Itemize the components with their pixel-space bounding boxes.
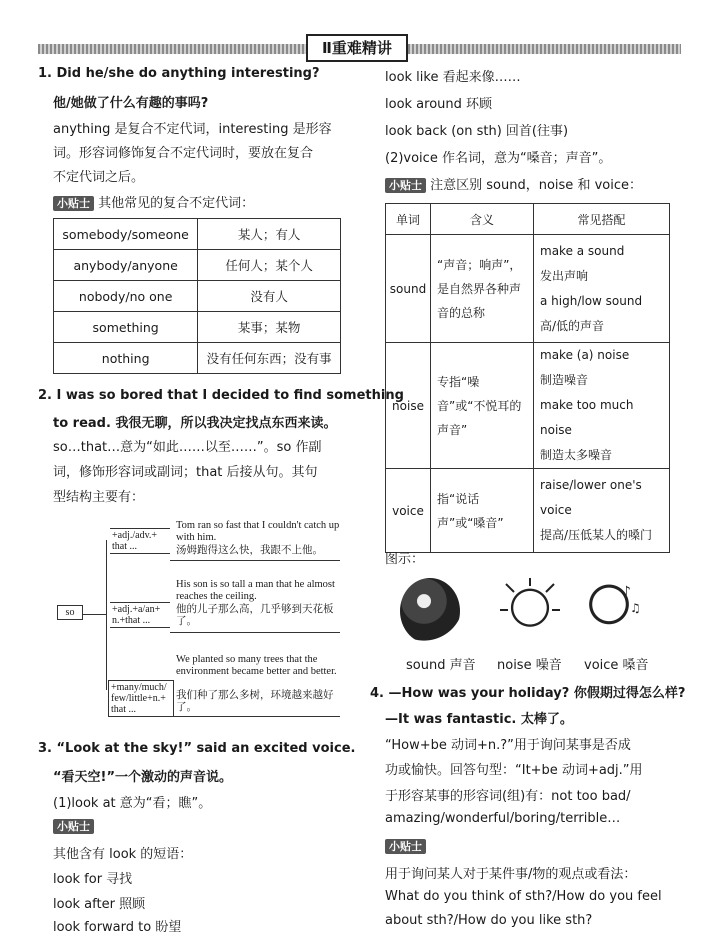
table-row: [54, 250, 341, 281]
diagram-branch-2-box: +adj.+a/an+ n.+that ...: [110, 602, 170, 628]
pic-caption-noise: noise 噪音: [497, 658, 562, 673]
q1-english: 1. Did he/she do anything interesting?: [38, 66, 320, 81]
diagram-branch-2-en: His son is so tall a man that he almost reaches the ceiling.: [176, 579, 335, 602]
q2-english-2: to read. 我很无聊，所以我决定找点东西来读。: [53, 416, 337, 431]
tip-badge: 小贴士: [385, 178, 426, 193]
q1-para-2: 词。形容词修饰复合不定代词时，要放在复合: [53, 146, 314, 161]
q3-para-3: look for 寻找: [53, 872, 133, 887]
table-row: [54, 219, 341, 250]
q4-para-2: 功或愉快。回答句型：“It+be 动词+adj.”用: [385, 763, 643, 778]
q4-para-3: 于形容某事的形容词(组)有：not too bad/: [385, 789, 631, 804]
voice-note: (2)voice 作名词，意为“嗓音；声音”。: [385, 151, 612, 166]
table-cell: nobody/no one: [54, 281, 198, 312]
usage-line: 提高/压低某人的嗓门: [540, 528, 653, 542]
sound-noise-voice-table: [385, 203, 670, 553]
usage-line: 高/低的声音: [540, 318, 605, 333]
phrase-2: look around 环顾: [385, 97, 493, 112]
diagram-branch-1-cn: 汤姆跑得这么快，我跟不上他。: [176, 545, 323, 556]
illustration-label: 图示：: [385, 552, 425, 567]
usage-line: make a sound: [540, 243, 625, 258]
table-header: 常见搭配: [534, 204, 670, 235]
section-title: Ⅱ重难精讲: [306, 34, 408, 62]
q3-chinese: “看天空!”一个激动的声音说。: [53, 770, 233, 785]
q3-para-2: 其他含有 look 的短语：: [53, 847, 193, 862]
phrase-1: look like 看起来像……: [385, 70, 521, 85]
noise-illustration: [500, 578, 560, 644]
noise-lines-icon: [500, 578, 560, 644]
q4-para-7: about sth?/How do you like sth?: [385, 913, 593, 928]
table-row: [54, 343, 341, 374]
q3-para-5: look forward to 盼望: [53, 920, 182, 935]
table-cell: [534, 235, 670, 343]
diagram-branch-1-box: +adj./adv.+ that ...: [110, 528, 170, 554]
diagram-root: so: [57, 605, 83, 620]
table-cell: noise: [386, 343, 431, 469]
q3-english: 3. “Look at the sky!” said an excited voice.: [38, 741, 356, 756]
usage-line: raise/lower one's voice: [540, 478, 642, 517]
diagram-branch-1-en: Tom ran so fast that I couldn't catch up with him.: [176, 520, 340, 543]
q4-english-1: 4. —How was your holiday? 你假期过得怎么样?: [370, 686, 686, 701]
usage-line: a high/low sound: [540, 293, 643, 308]
tip-badge: 小贴士: [53, 819, 94, 834]
q4-para-4: amazing/wonderful/boring/terrible…: [385, 811, 621, 826]
pronoun-table: [53, 218, 341, 374]
table-cell: 专指“噪音”或“不悦耳的声音”: [431, 343, 534, 469]
diagram-branch-3-box: +many/much/ few/little+n.+ that ...: [108, 680, 174, 717]
diagram-connector: [106, 540, 107, 690]
table-cell: 没有任何东西；没有事: [198, 343, 341, 374]
q4-para-5: 用于询问某人对于某件事/物的观点或看法：: [385, 867, 637, 882]
pic-caption-sound: sound 声音: [406, 658, 476, 673]
table-header-row: [386, 204, 670, 235]
q2-para-3: 型结构主要有：: [53, 490, 145, 505]
diagram-branch-3-en: We planted so many trees that the environment became better and better.: [176, 654, 337, 677]
table-cell: voice: [386, 469, 431, 553]
diagram-branch-2-cn: 他的儿子那么高，几乎够到天花板了。: [176, 604, 334, 627]
table-cell: sound: [386, 235, 431, 343]
usage-line: make too much noise: [540, 398, 634, 437]
right-tip-text: 注意区别 sound，noise 和 voice：: [430, 178, 642, 193]
table-cell: 某事；某物: [198, 312, 341, 343]
q3-para-4: look after 照顾: [53, 897, 146, 912]
q3-para-1: (1)look at 意为“看；瞧”。: [53, 796, 212, 811]
table-header: 单词: [386, 204, 431, 235]
diagram-underline: [170, 632, 340, 633]
tip-badge: 小贴士: [53, 196, 94, 211]
table-cell: somebody/someone: [54, 219, 198, 250]
usage-line: make (a) noise: [540, 348, 630, 362]
diagram-underline: [170, 560, 340, 561]
svg-text:♫: ♫: [630, 601, 641, 615]
table-row: [54, 312, 341, 343]
diagram-connector: [82, 614, 106, 615]
q2-english-1: 2. I was so bored that I decided to find something: [38, 388, 404, 403]
q3-tip: [53, 818, 94, 834]
q4-english-2: —It was fantastic. 太棒了。: [385, 712, 573, 727]
table-row: [386, 469, 670, 553]
phrase-3: look back (on sth) 回首(往事): [385, 124, 569, 139]
diagram-branch-3-cn: 我们种了那么多树，环境越来越好了。: [176, 690, 334, 713]
pic-caption-voice: voice 嗓音: [584, 658, 649, 673]
sound-illustration: [400, 578, 460, 644]
table-cell: “声音；响声”，是自然界各种声音的总称: [431, 235, 534, 343]
music-notes-icon: [582, 578, 642, 644]
usage-line: 发出声响: [540, 268, 589, 283]
table-cell: 某人；有人: [198, 219, 341, 250]
q4-para-6: What do you think of sth?/How do you feel: [385, 889, 662, 904]
q1-tip: [53, 192, 254, 211]
usage-line: 制造噪音: [540, 373, 589, 387]
table-cell: something: [54, 312, 198, 343]
table-cell: 指“说话声”或“嗓音”: [431, 469, 534, 553]
q1-para-1: anything 是复合不定代词，interesting 是形容: [53, 122, 332, 137]
svg-text:♪: ♪: [622, 584, 631, 600]
table-row: [386, 235, 670, 343]
q2-para-2: 词，修饰形容词或副词；that 后接从句。其句: [53, 465, 318, 480]
voice-illustration: [582, 578, 642, 644]
table-cell: nothing: [54, 343, 198, 374]
table-cell: anybody/anyone: [54, 250, 198, 281]
usage-line: 制造太多噪音: [540, 448, 613, 462]
diagram-underline: [170, 716, 340, 717]
header-rule-right: [404, 44, 681, 54]
table-row: [54, 281, 341, 312]
q1-para-3: 不定代词之后。: [53, 170, 145, 185]
q1-chinese: 他/她做了什么有趣的事吗?: [53, 96, 209, 111]
table-cell: [534, 469, 670, 553]
table-header: 含义: [431, 204, 534, 235]
right-tip: [385, 174, 642, 193]
table-cell: [534, 343, 670, 469]
q4-tip: [385, 838, 426, 854]
q2-para-1: so…that…意为“如此……以至……”。so 作副: [53, 440, 322, 455]
q1-tip-text: 其他常见的复合不定代词：: [98, 196, 255, 211]
table-cell: 任何人；某个人: [198, 250, 341, 281]
tip-badge: 小贴士: [385, 839, 426, 854]
header-rule-left: [38, 44, 306, 54]
q4-para-1: “How+be 动词+n.?”用于询问某事是否成: [385, 738, 631, 753]
table-cell: 没有人: [198, 281, 341, 312]
table-row: [386, 343, 670, 469]
